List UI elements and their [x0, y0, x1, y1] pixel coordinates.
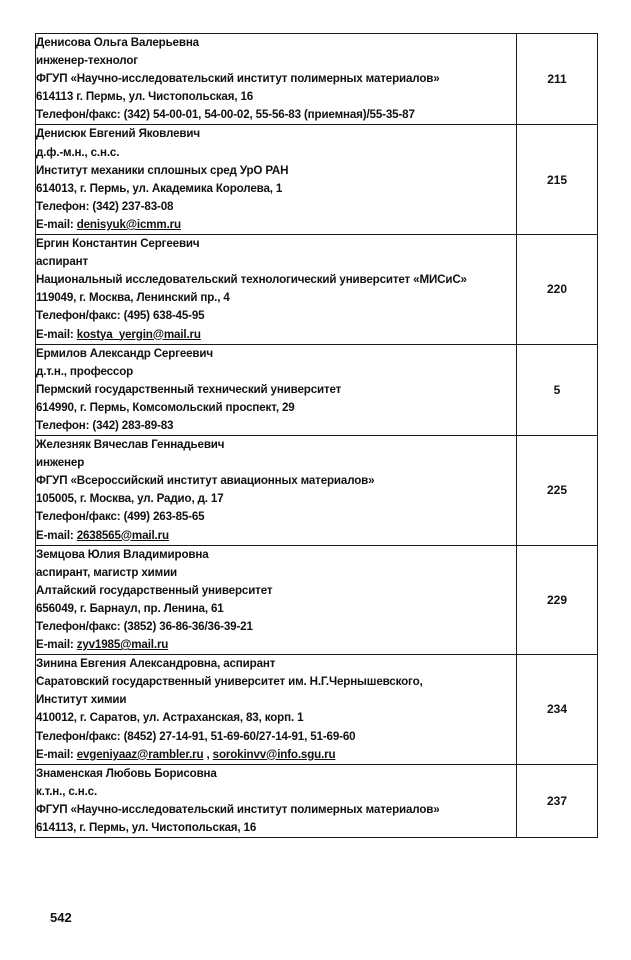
contact-detail-line: Телефон/факс: (3852) 36-86-36/36-39-21: [36, 620, 253, 633]
table-row: [36, 764, 598, 837]
contact-name: Ермилов Александр Сергеевич: [36, 346, 213, 360]
contact-detail-line: 614113, г. Пермь, ул. Чистопольская, 16: [36, 821, 257, 835]
page-number: 542: [50, 910, 72, 925]
table-row: [36, 436, 598, 546]
contact-info-cell: [36, 125, 517, 235]
contact-detail-line: к.т.н., с.н.с.: [36, 784, 98, 798]
contact-name: Денисюк Евгений Яковлевич: [36, 127, 200, 141]
contact-info-cell: [36, 344, 517, 435]
contact-info-cell: [36, 235, 517, 345]
email-label: E-mail:: [36, 327, 77, 341]
contact-detail-line: Телефон/факс: (499) 263-85-65: [36, 510, 205, 524]
contact-detail-line: 614113 г. Пермь, ул. Чистопольская, 16: [36, 90, 254, 104]
contact-detail-line: Алтайский государственный университет: [36, 583, 273, 597]
email-label: E-mail:: [36, 217, 77, 231]
email-link[interactable]: evgeniyaaz@rambler.ru: [76, 747, 204, 761]
email-line: [36, 326, 516, 344]
contact-detail-line: ФГУП «Научно-исследовательский институт полимерных материалов»: [36, 72, 440, 86]
table-row: [36, 655, 598, 765]
email-link[interactable]: sorokinvv@info.sgu.ru: [212, 747, 336, 761]
email-link[interactable]: 2638565@mail.ru: [76, 528, 169, 542]
email-link[interactable]: zyv1985@mail.ru: [76, 638, 169, 652]
email-line: [36, 216, 516, 234]
contact-detail-line: д.ф.-м.н., с.н.с.: [36, 145, 120, 159]
email-line: [36, 746, 516, 764]
page-reference-cell: 5: [517, 344, 598, 435]
page-reference-cell: 211: [517, 34, 598, 125]
contact-info-cell: [36, 436, 517, 546]
contact-detail-line: аспирант, магистр химии: [36, 565, 178, 579]
contact-name: Ергин Константин Сергеевич: [36, 237, 200, 251]
contact-detail-line: Телефон/факс: (8452) 27-14-91, 51-69-60/27-14-91, 51-69-60: [36, 729, 356, 743]
table-row: [36, 344, 598, 435]
contact-detail-line: 614990, г. Пермь, Комсомольский проспект, 29: [36, 400, 295, 414]
contact-name: Земцова Юлия Владимировна: [36, 547, 209, 561]
contact-info-cell: [36, 545, 517, 655]
table-row: [36, 545, 598, 655]
contact-info-cell: [36, 655, 517, 765]
contact-detail-line: ФГУП «Научно-исследовательский институт полимерных материалов»: [36, 802, 440, 816]
contact-detail-line: Телефон/факс: (495) 638-45-95: [36, 309, 205, 323]
contact-detail-line: Институт химии: [36, 693, 127, 707]
contact-detail-line: инженер: [36, 456, 85, 470]
page-reference-cell: 229: [517, 545, 598, 655]
contact-detail-line: Телефон: (342) 283-89-83: [36, 418, 174, 432]
contact-detail-line: аспирант: [36, 255, 89, 269]
table-row: [36, 34, 598, 125]
contact-name: Зинина Евгения Александровна, аспирант: [36, 657, 276, 671]
contacts-table-body: [36, 34, 598, 838]
contact-detail-line: Пермский государственный технический университет: [36, 382, 342, 396]
email-separator: ,: [203, 747, 213, 761]
contact-info-cell: [36, 34, 517, 125]
page-reference-cell: 220: [517, 235, 598, 345]
contact-detail-line: инженер-технолог: [36, 54, 138, 68]
email-label: E-mail:: [36, 638, 77, 652]
contact-detail-line: ФГУП «Всероссийский институт авиационных материалов»: [36, 474, 375, 488]
page-reference-cell: 215: [517, 125, 598, 235]
email-label: E-mail:: [36, 747, 77, 761]
contact-name: Железняк Вячеслав Геннадьевич: [36, 438, 225, 452]
page-reference-cell: 234: [517, 655, 598, 765]
contact-detail-line: Телефон/факс: (342) 54-00-01, 54-00-02, 55-56-83 (приемная)/55-35-87: [36, 108, 415, 122]
contact-detail-line: Саратовский государственный университет им. Н.Г.Чернышевского,: [36, 675, 423, 689]
contact-detail-line: 105005, г. Москва, ул. Радио, д. 17: [36, 492, 224, 506]
contact-detail-line: Институт механики сплошных сред УрО РАН: [36, 163, 289, 177]
contact-detail-line: Национальный исследовательский технологический университет «МИСиС»: [36, 273, 467, 287]
contact-detail-line: 614013, г. Пермь, ул. Академика Королева, 1: [36, 181, 283, 195]
contacts-table: [35, 33, 598, 838]
contact-detail-line: д.т.н., профессор: [36, 364, 134, 378]
contact-name: Знаменская Любовь Борисовна: [36, 766, 217, 780]
contact-detail-line: 656049, г. Барнаул, пр. Ленина, 61: [36, 601, 224, 615]
table-row: [36, 235, 598, 345]
table-row: [36, 125, 598, 235]
email-link[interactable]: denisyuk@icmm.ru: [76, 217, 181, 231]
email-label: E-mail:: [36, 528, 77, 542]
contact-name: Денисова Ольга Валерьевна: [36, 36, 199, 49]
contact-detail-line: 410012, г. Саратов, ул. Астраханская, 83, корп. 1: [36, 711, 304, 725]
email-link[interactable]: kostya_yergin@mail.ru: [76, 327, 201, 341]
page-reference-cell: 225: [517, 436, 598, 546]
email-line: [36, 527, 516, 545]
contact-detail-line: Телефон: (342) 237-83-08: [36, 199, 174, 213]
email-line: [36, 636, 516, 654]
page-reference-cell: 237: [517, 764, 598, 837]
contact-detail-line: 119049, г. Москва, Ленинский пр., 4: [36, 291, 230, 305]
contact-info-cell: [36, 764, 517, 837]
